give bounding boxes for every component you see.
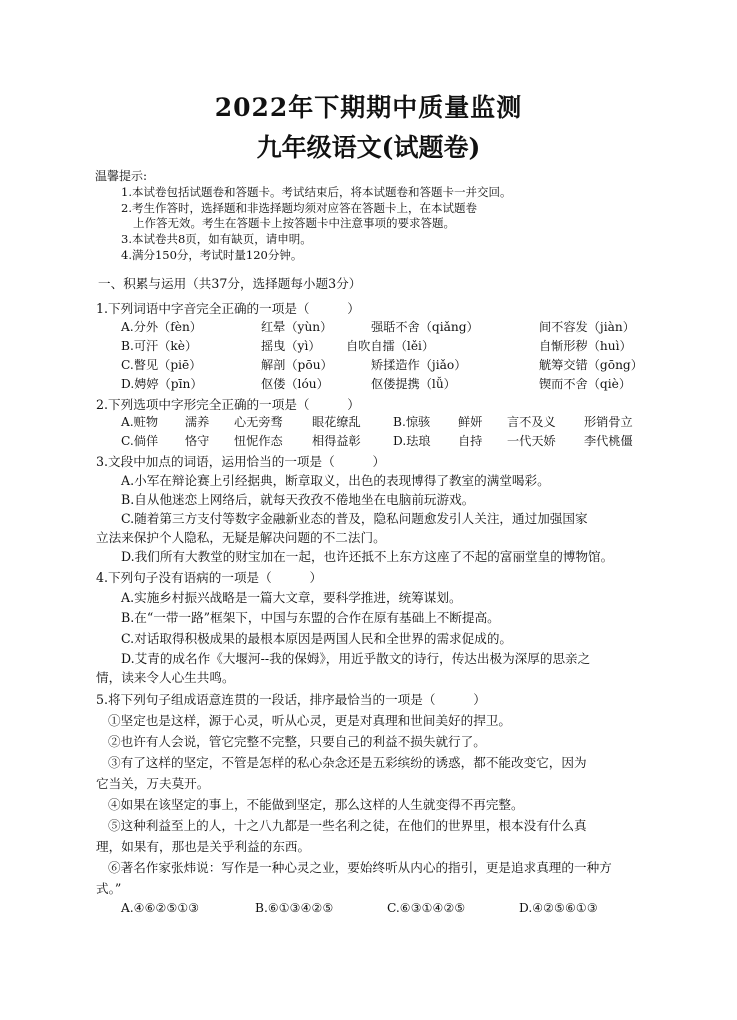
option-item: 恪守 — [185, 434, 210, 448]
tip-line: 上作答无效。考生在答题卡上按答题卡中注意事项的要求答题。 — [133, 216, 455, 230]
option-item: 言不及义 — [507, 415, 556, 429]
option-item: D.珐琅 — [393, 434, 431, 448]
option-item: 解剖（pōu） — [261, 358, 333, 372]
option-item: 心无旁骛 — [234, 415, 283, 429]
option-item: 自惭形秽（huì） — [539, 339, 632, 353]
tip-line: 2.考生作答时，选择题和非选择题均须对应答在答题卡上，在本试题卷 — [121, 201, 477, 215]
option-item: D.娉婷（pīn） — [121, 377, 203, 391]
sentence-item: ①坚定也是这样，源于心灵，听从心灵，更是对真理和世间美好的捍卫。 — [108, 713, 511, 728]
option-text: 立法来保护个人隐私，无疑是解决问题的不二法门。 — [96, 530, 386, 545]
option-item: C.倘佯 — [121, 434, 159, 448]
option-item: 摇曳（yì） — [261, 339, 321, 353]
question-stem: 5.将下列句子组成语意连贯的一段话，排序最恰当的一项是（ ） — [96, 692, 486, 707]
tip-line: 4.满分150分，考试时量120分钟。 — [121, 248, 303, 262]
option-text: C.对话取得积极成果的最根本原因是两国人民和全世界的需求促成的。 — [121, 631, 513, 646]
question-stem: 2.下列选项中字形完全正确的一项是（ ） — [96, 397, 360, 412]
option-text: 情，读来令人心生共鸣。 — [96, 670, 235, 685]
option-item: 李代桃僵 — [584, 434, 633, 448]
option-item: A.分外（fèn） — [121, 320, 202, 334]
option-item: 忸怩作态 — [234, 434, 283, 448]
option-item: 矫揉造作（jiǎo） — [371, 358, 467, 372]
sentence-item: ③有了这样的坚定，不管是怎样的私心杂念还是五彩缤纷的诱惑，都不能改变它，因为 — [108, 755, 587, 770]
sentence-item: 理，如果有，那也是关乎利益的东西。 — [96, 839, 311, 854]
option-item: 鲜妍 — [458, 415, 483, 429]
exam-title: 2022年下期期中质量监测 — [214, 93, 523, 122]
option-item: 伛偻（lóu） — [261, 377, 329, 391]
option-item: 伛偻提携（lǚ） — [371, 377, 456, 391]
option-item: 形销骨立 — [584, 415, 633, 429]
exam-subtitle: 九年级语文(试题卷) — [256, 133, 481, 162]
question-stem: 1.下列词语中字音完全正确的一项是（ ） — [96, 301, 360, 316]
option-item: 锲而不舍（qiè） — [539, 377, 632, 391]
option-item: 一代天娇 — [507, 434, 556, 448]
option-text: D.我们所有大教堂的财宝加在一起，也许还抵不上东方这座了不起的富丽堂皇的博物馆。 — [121, 549, 614, 564]
option-text: B.自从他迷恋上网络后，就每天孜孜不倦地坐在电脑前玩游戏。 — [121, 492, 475, 507]
sentence-item: 它当关，万夫莫开。 — [96, 776, 210, 791]
question-stem: 3.文段中加点的词语，运用恰当的一项是（ ） — [96, 454, 386, 469]
sentence-item: 式。” — [96, 881, 122, 896]
tips-heading: 温馨提示: — [95, 169, 148, 183]
option-text: A.小军在辩论赛上引经据典，断章取义，出色的表现博得了教室的满堂喝彩。 — [121, 473, 550, 488]
option-item: 间不容发（jiàn） — [539, 320, 635, 334]
tip-line: 1.本试卷包括试题卷和答题卡。考试结束后，将本试题卷和答题卡一并交回。 — [121, 185, 512, 199]
option-item: 自持 — [458, 434, 483, 448]
option-item: 觥筹交错（gōng） — [539, 358, 643, 372]
option-item: B.惊骇 — [393, 415, 431, 429]
option-text: B.在“一带一路”框架下，中国与东盟的合作在原有基础上不断提高。 — [121, 610, 500, 625]
answer-option: C.⑥③①④②⑤ — [387, 901, 466, 915]
option-item: B.可汗（kè） — [121, 339, 198, 353]
option-text: C.随着第三方支付等数字金融新业态的普及，隐私问题愈发引人关注，通过加强国家 — [121, 511, 588, 526]
option-item: 相得益彰 — [312, 434, 361, 448]
option-item: 强聒不舍（qiǎng） — [371, 320, 479, 334]
tip-line: 3.本试卷共8页，如有缺页，请申明。 — [121, 232, 312, 246]
option-item: A.赃物 — [121, 415, 159, 429]
option-item: 濡养 — [185, 415, 210, 429]
option-text: A.实施乡村振兴战略是一篇大文章，要科学推进，统筹谋划。 — [121, 590, 462, 605]
option-text: D.艾青的成名作《大堰河--我的保姆》，用近乎散文的诗行，传达出极为深厚的思亲之 — [121, 651, 591, 666]
answer-option: A.④⑥②⑤①③ — [121, 901, 200, 915]
sentence-item: ⑥著名作家张炜说：写作是一种心灵之业，要始终听从内心的指引，更是追求真理的一种方 — [108, 860, 612, 875]
answer-option: B.⑥①③④②⑤ — [255, 901, 334, 915]
option-item: 红晕（yùn） — [261, 320, 333, 334]
option-item: C.瞥见（piē） — [121, 358, 202, 372]
sentence-item: ②也许有人会说，管它完整不完整，只要自己的利益不损失就行了。 — [108, 734, 486, 749]
answer-option: D.④②⑤⑥①③ — [519, 901, 598, 915]
sentence-item: ⑤这种利益至上的人，十之八九都是一些名利之徒，在他们的世界里，根本没有什么真 — [108, 818, 587, 833]
section-heading: 一、积累与运用（共37分，选择题每小题3分） — [98, 276, 362, 291]
sentence-item: ④如果在该坚定的事上，不能做到坚定，那么这样的人生就变得不再完整。 — [108, 797, 524, 812]
option-item: 眼花缭乱 — [312, 415, 361, 429]
question-stem: 4.下列句子没有语病的一项是（ ） — [96, 570, 323, 585]
option-item: 自吹自擂（lěi） — [346, 339, 435, 353]
